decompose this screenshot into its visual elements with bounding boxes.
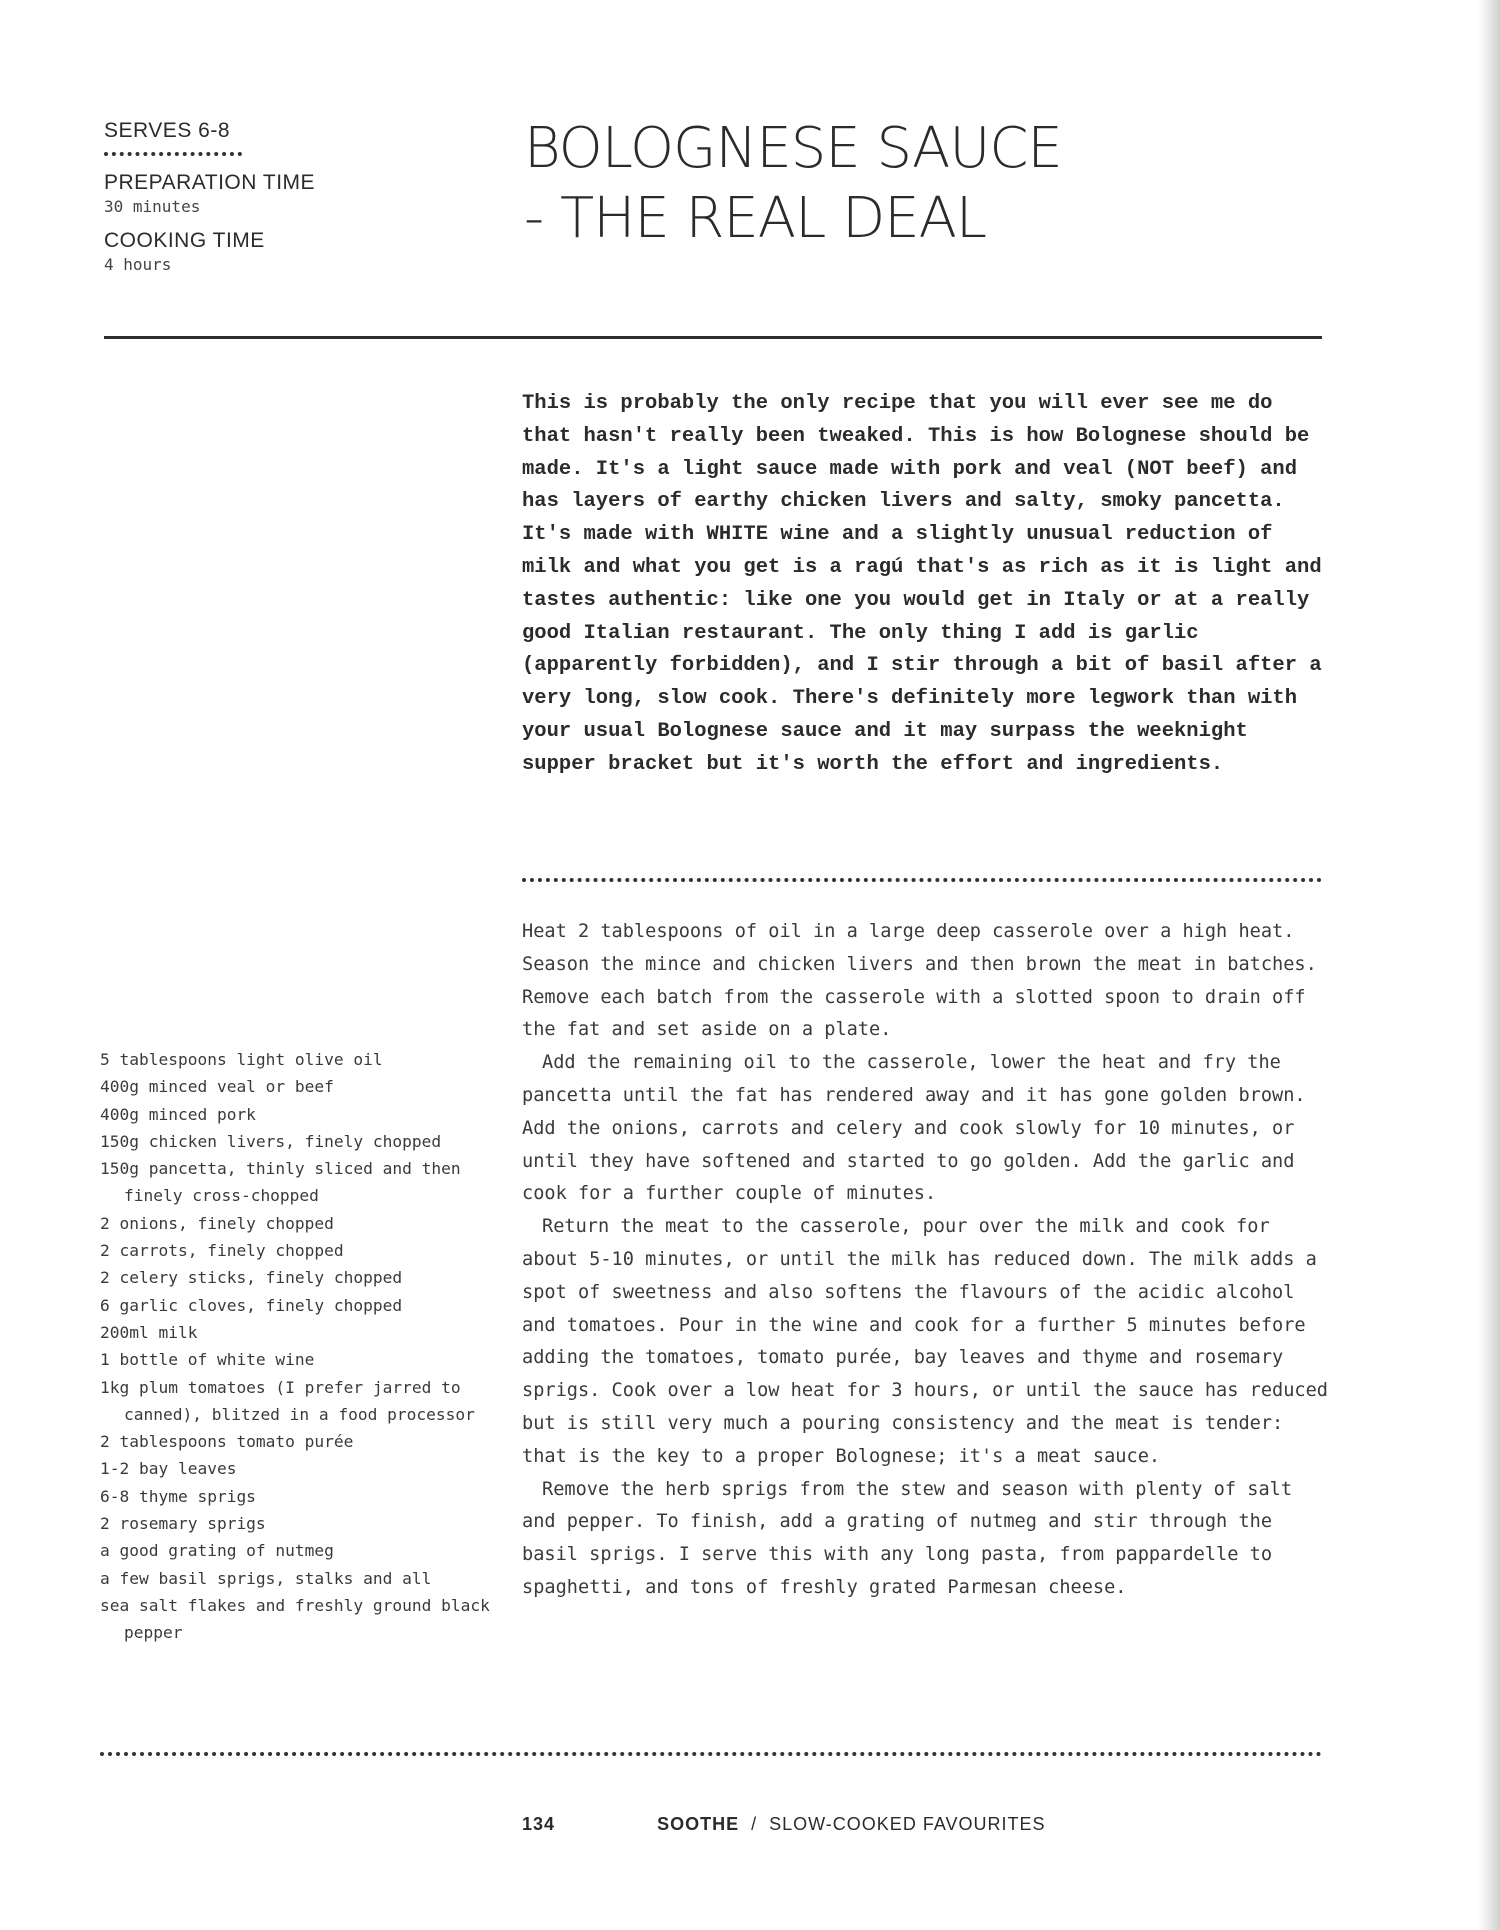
method-paragraph: Heat 2 tablespoons of oil in a large deep casserole over a high heat. Season the mince and chicken livers and then brown the meat in batches. Remove each batch from the casserole with a slotted spoon to drain off the fat and set aside on a plate.: [522, 921, 1317, 1041]
ingredient-item: 200ml milk: [100, 1322, 198, 1342]
ingredient-item: a good grating of nutmeg: [100, 1541, 334, 1561]
serves-block: [104, 118, 434, 156]
ingredient-item: 6 garlic cloves, finely chopped: [100, 1295, 403, 1315]
footer-dotted-divider: [100, 1752, 1322, 1756]
ingredient-item: 2 rosemary sprigs: [100, 1514, 266, 1534]
ingredient-item: 1 bottle of white wine: [100, 1350, 315, 1370]
page-number: 134: [522, 1814, 556, 1834]
cook-time-label: COOKING TIME: [104, 229, 265, 252]
ingredient-item: 1-2 bay leaves: [100, 1459, 237, 1479]
ingredient-item: 6-8 thyme sprigs: [100, 1486, 256, 1506]
method-paragraph: Remove the herb sprigs from the stew and season with plenty of salt and pepper. To finish, add a grating of nutmeg and stir through the basil sprigs. I serve this with any long pasta, from pappardelle to spaghetti, and tons of freshly grated Parmesan cheese.: [522, 1478, 1293, 1598]
prep-time-label: PREPARATION TIME: [104, 171, 316, 194]
page-gutter-shadow: [1478, 0, 1500, 1930]
header-divider: [104, 336, 1322, 339]
cook-time-block: [104, 228, 434, 276]
cook-time-value: 4 hours: [104, 255, 172, 274]
ingredient-item: 150g chicken livers, finely chopped: [100, 1131, 442, 1151]
ingredient-item: 2 carrots, finely chopped: [100, 1241, 344, 1261]
method-paragraph: Add the remaining oil to the casserole, lower the heat and fry the pancetta until the fat has rendered away and it has gone golden brown. Add the onions, carrots and celery and cook slowly for 10 minutes, or until they have softened and started to go golden. Add the garlic and cook for a further couple of minutes.: [522, 1052, 1306, 1205]
ingredient-item: sea salt flakes and freshly ground black pepper: [100, 1595, 490, 1643]
footer-section: SOOTHE: [657, 1814, 740, 1834]
method-paragraph: Return the meat to the casserole, pour over the milk and cook for about 5-10 minutes, or until the milk has reduced down. The milk adds a spot of sweetness and also softens the flavours of the acidic alcohol and tomatoes. Pour in the wine and cook for a further 5 minutes before adding the tomatoes, tomato purée, bay leaves and thyme and rosemary sprigs. Cook over a low heat for 3 hours, or until the sauce has reduced but is still very much a pouring consistency and the meat is tender: that is the key to a proper Bolognese; it's a meat sauce.: [522, 1216, 1328, 1467]
recipe-title-line-2: - THE REAL DEAL: [524, 186, 987, 251]
ingredient-list: [100, 1046, 490, 1647]
footer-subsection: SLOW-COOKED FAVOURITES: [769, 1814, 1046, 1834]
method-text: [522, 916, 1332, 1605]
recipe-meta: [104, 118, 434, 286]
recipe-title: [524, 114, 1364, 254]
prep-time-value: 30 minutes: [104, 197, 201, 216]
ingredient-item: 1kg plum tomatoes (I prefer jarred to canned), blitzed in a food processor: [100, 1377, 475, 1424]
serves-label: SERVES 6-8: [104, 119, 231, 142]
page-footer: [522, 1814, 1322, 1835]
footer-separator: /: [751, 1814, 758, 1834]
ingredient-item: 5 tablespoons light olive oil: [100, 1050, 383, 1069]
ingredient-item: 150g pancetta, thinly sliced and then finely cross-chopped: [100, 1159, 461, 1206]
ingredient-item: 2 celery sticks, finely chopped: [100, 1268, 403, 1288]
ingredient-item: 2 tablespoons tomato purée: [100, 1432, 354, 1452]
ingredient-item: 2 onions, finely chopped: [100, 1213, 334, 1233]
ingredient-item: a few basil sprigs, stalks and all: [100, 1568, 432, 1588]
prep-time-block: [104, 170, 434, 218]
ingredient-item: 400g minced pork: [100, 1104, 256, 1124]
intro-dotted-divider: [522, 878, 1322, 882]
serves-dotted-rule: [104, 152, 242, 156]
recipe-title-line-1: BOLOGNESE SAUCE: [524, 116, 1062, 181]
recipe-intro: This is probably the only recipe that you will ever see me do that hasn't really been tweaked. This is how Bolognese should be made. It's a light sauce made with pork and veal (NOT beef) and has layers of earthy chicken livers and salty, smoky pancetta. It's made with WHITE wine and a slightly unusual reduction of milk and what you get is a ragú that's as rich as it is light and tastes authentic: like one you would get in Italy or at a really good Italian restaurant. The only thing I add is garlic (apparently forbidden), and I stir through a bit of basil after a very long, slow cook. There's definitely more legwork than with your usual Bolognese sauce and it may surpass the weeknight supper bracket but it's worth the effort and ingredients.: [522, 392, 1322, 776]
ingredient-item: 400g minced veal or beef: [100, 1077, 334, 1097]
